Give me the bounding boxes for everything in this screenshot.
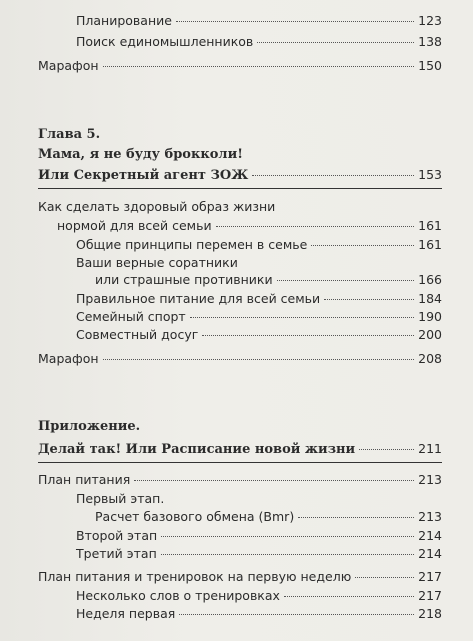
toc-page-number: 123 (418, 13, 442, 28)
toc-entry-stage2[interactable] (76, 528, 442, 544)
dot-leader (284, 596, 414, 597)
toc-entry-title: Марафон (38, 58, 99, 73)
dot-leader (311, 245, 414, 246)
toc-entry-family-sport[interactable] (76, 309, 442, 325)
toc-entry-title: Планирование (76, 13, 172, 28)
dot-leader (134, 480, 414, 481)
toc-page-number: 211 (418, 441, 442, 456)
toc-entry-week1[interactable] (76, 606, 442, 622)
toc-page-number: 217 (418, 588, 442, 603)
toc-entry-title: Расчет базового обмена (Bmr) (95, 509, 295, 524)
toc-entry-title: Общие принципы перемен в семье (76, 237, 308, 252)
toc-entry-title: или страшные противники (95, 272, 273, 287)
toc-entry-stage3[interactable] (76, 546, 442, 562)
toc-entry-stage1: Первый этап. (76, 491, 165, 506)
toc-page-number: 166 (418, 272, 442, 287)
toc-entry-nutrition-plan[interactable] (38, 472, 442, 488)
dot-leader (355, 577, 414, 578)
dot-leader (103, 66, 415, 67)
toc-entry-nutrition-family[interactable] (76, 291, 442, 307)
chapter-rule (38, 188, 442, 189)
toc-entry-title: Неделя первая (76, 606, 176, 621)
toc-entry-allies[interactable] (95, 272, 442, 288)
toc-entry-allies-line1: Ваши верные соратники (76, 255, 238, 270)
toc-page-number: 138 (418, 34, 442, 49)
dot-leader (103, 359, 415, 360)
toc-page-number: 150 (418, 58, 442, 73)
dot-leader (252, 175, 414, 176)
dot-leader (216, 226, 415, 227)
toc-page-number: 153 (418, 167, 442, 182)
toc-entry-planning[interactable] (76, 13, 442, 29)
appendix-rule (38, 462, 442, 463)
toc-entry-title: План питания и тренировок на первую неделю (38, 569, 352, 584)
toc-entry-like-minded[interactable] (76, 34, 442, 50)
appendix-title: Делай так! Или Расписание новой жизни (38, 442, 356, 457)
dot-leader (176, 21, 414, 22)
dot-leader (277, 280, 415, 281)
toc-entry-week-plan[interactable] (38, 569, 442, 585)
toc-entry-marathon-2[interactable] (38, 351, 442, 367)
toc-entry-title: Марафон (38, 351, 99, 366)
toc-entry-title: План питания (38, 472, 131, 487)
toc-page-number: 184 (418, 291, 442, 306)
toc-entry-about-training[interactable] (76, 588, 442, 604)
toc-page-number: 161 (418, 237, 442, 252)
dot-leader (161, 536, 414, 537)
toc-page-number: 161 (418, 218, 442, 233)
toc-page-number: 217 (418, 569, 442, 584)
toc-entry-title: Семейный спорт (76, 309, 186, 324)
toc-entry-title: нормой для всей семьи (57, 218, 212, 233)
dot-leader (257, 42, 414, 43)
toc-entry-title: Несколько слов о тренировках (76, 588, 280, 603)
appendix-label: Приложение. (38, 419, 141, 434)
dot-leader (324, 299, 414, 300)
toc-entry-chapter5[interactable] (38, 167, 442, 184)
toc-entry-healthy-norm[interactable] (57, 218, 442, 234)
toc-entry-principles[interactable] (76, 237, 442, 253)
toc-page-number: 213 (418, 509, 442, 524)
toc-entry-marathon-1[interactable] (38, 58, 442, 74)
chapter-label: Глава 5. (38, 127, 101, 142)
dot-leader (190, 317, 414, 318)
chapter-title-line1: Мама, я не буду брокколи! (38, 147, 243, 162)
dot-leader (298, 517, 414, 518)
toc-entry-title: Совместный досуг (76, 327, 199, 342)
toc-entry-appendix[interactable] (38, 441, 442, 458)
toc-entry-healthy-line1: Как сделать здоровый образ жизни (38, 199, 276, 214)
toc-page-number: 208 (418, 351, 442, 366)
toc-entry-title: Правильное питание для всей семьи (76, 291, 321, 306)
dot-leader (202, 335, 414, 336)
dot-leader (161, 554, 414, 555)
chapter-title-line2: Или Секретный агент ЗОЖ (38, 168, 249, 183)
dot-leader (359, 449, 414, 450)
toc-page-number: 190 (418, 309, 442, 324)
toc-entry-title: Поиск единомышленников (76, 34, 254, 49)
toc-entry-leisure[interactable] (76, 327, 442, 343)
toc-entry-title: Второй этап (76, 528, 158, 543)
toc-page-number: 200 (418, 327, 442, 342)
toc-entry-title: Третий этап (76, 546, 157, 561)
toc-page-number: 213 (418, 472, 442, 487)
dot-leader (179, 614, 414, 615)
toc-page-number: 218 (418, 606, 442, 621)
toc-page-number: 214 (418, 528, 442, 543)
toc-entry-bmr[interactable] (95, 509, 442, 525)
toc-page-number: 214 (418, 546, 442, 561)
